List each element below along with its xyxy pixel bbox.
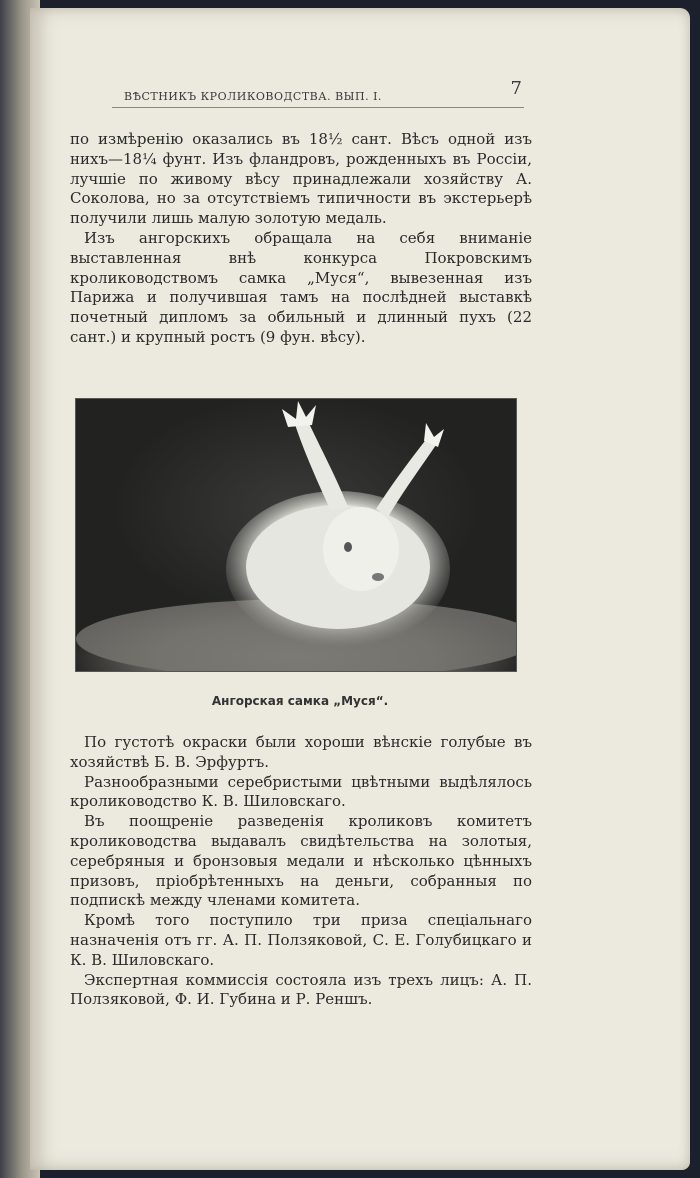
paragraph: Разнообразными серебристыми цвѣтными выдѣлялось кролиководство К. В. Шиловскаго. xyxy=(70,772,532,811)
paragraph: Экспертная коммиссія состояла изъ трехъ лицъ: А. П. Ползяковой, Ф. И. Губина и Р. Реншъ. xyxy=(70,970,532,1009)
page-number: 7 xyxy=(510,78,522,99)
paragraph: По густотѣ окраски были хороши вѣнскіе голубые въ хозяйствѣ Б. В. Эрфуртъ. xyxy=(70,733,532,771)
header-rule xyxy=(112,107,524,108)
paragraph: Изъ ангорскихъ обращала на себя вниманіе выставленная внѣ конкурса Покровскимъ кролиководствомъ самка „Муся“, вывезенная изъ Парижа и получившая тамъ на послѣдней выставкѣ почетный дипломъ за обильный и длинный пухъ (22 сант.) и крупный ростъ (9 фун. вѣсу). xyxy=(70,228,532,346)
paragraph: по измѣренію оказались въ 18½ сант. Вѣсъ одной изъ нихъ—18¼ фунт. Изъ фландровъ, рожденныхъ въ Россіи, лучшіе по живому вѣсу принадлежали хозяйству А. Соколова, но за отсутствіемъ типичности въ экстерьерѣ получили лишь малую золотую медаль. xyxy=(70,130,532,228)
rabbit-icon xyxy=(76,399,516,671)
paragraph: Въ поощреніе разведенія кроликовъ комитетъ кролиководства выдавалъ свидѣтельства на золотыя, серебряныя и бронзовыя медали и нѣсколько цѣнныхъ призовъ, пріобрѣтенныхъ на деньги, собранныя по подпискѣ между членами комитета. xyxy=(70,812,532,910)
text-block-bottom xyxy=(70,733,532,1010)
figure-caption: Ангорская самка „Муся“. xyxy=(211,694,389,708)
running-head: ВѢСТНИКЪ КРОЛИКОВОДСТВА. ВЫП. I. xyxy=(124,90,382,103)
angora-rabbit-photo xyxy=(75,398,517,672)
paragraph: Кромѣ того поступило три приза спеціальнаго назначенія отъ гг. А. П. Ползяковой, С. Е. Голубицкаго и К. В. Шиловскаго. xyxy=(70,911,532,969)
text-block-top xyxy=(70,130,532,348)
